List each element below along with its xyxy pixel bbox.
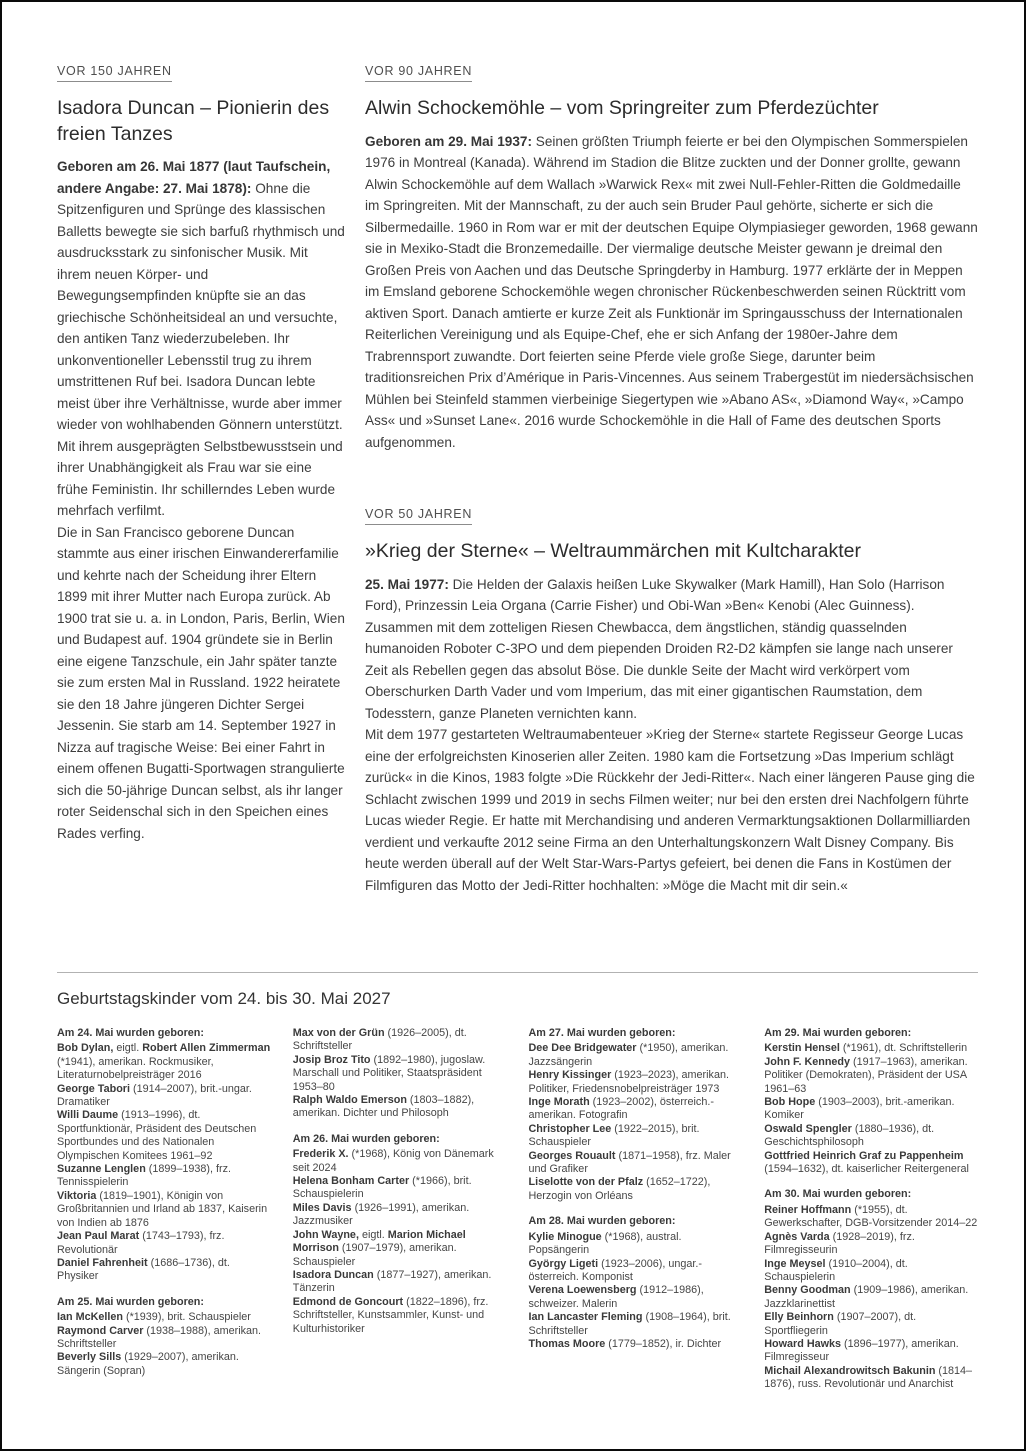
person-detail: (1926–2005), dt. Schriftsteller xyxy=(292,1027,467,1053)
person-name: Helena Bonham Carter xyxy=(292,1175,410,1188)
article-krieg-der-sterne xyxy=(365,505,978,896)
person-detail: (*1968), König von Dänemark seit 2024 xyxy=(292,1148,494,1174)
birthday-entry xyxy=(529,1258,743,1285)
birthday-entry xyxy=(293,1269,507,1296)
person-detail: (1652–1722), Herzogin von Orléans xyxy=(528,1176,711,1202)
birthday-entry xyxy=(764,1150,978,1177)
birthday-entry xyxy=(293,1054,507,1094)
birthday-entry xyxy=(57,1163,271,1190)
birthday-entry xyxy=(293,1175,507,1202)
birthday-column xyxy=(293,1027,507,1392)
person-name: Edmond de Goncourt xyxy=(292,1295,404,1308)
person-detail: (1928–2019), frz. Filmregisseurin xyxy=(764,1230,915,1257)
person-name: Jean Paul Marat xyxy=(57,1230,140,1243)
person-name: Benny Goodman xyxy=(764,1284,851,1297)
person-name: Christopher Lee xyxy=(528,1122,612,1135)
birthday-entry xyxy=(764,1123,978,1150)
kicker-vor-150-jahren: VOR 150 JAHREN xyxy=(57,64,172,82)
birthday-date-heading: Am 28. Mai wurden geboren: xyxy=(528,1215,676,1228)
person-detail: (1923–2023), amerikan. Politiker, Friedensnobelpreisträger 1973 xyxy=(528,1069,729,1095)
person-detail: (*1950), amerikan. Jazzsängerin xyxy=(528,1042,729,1068)
birthday-entry xyxy=(57,1109,271,1163)
article-title: Isadora Duncan – Pionierin des freien Tanzes xyxy=(57,97,330,145)
birthday-entry xyxy=(293,1027,507,1054)
birthdays-section xyxy=(57,972,978,1392)
birthday-entry xyxy=(529,1042,743,1069)
person-name: Beverly Sills xyxy=(57,1351,122,1364)
birthday-entry xyxy=(764,1284,978,1311)
birthday-entry xyxy=(529,1311,743,1338)
birthday-entry xyxy=(57,1325,271,1352)
article-paragraph: Die in San Francisco geborene Duncan stammte aus einer irischen Einwandererfamilie und kehrte nach der Scheidung ihrer Eltern 1899 mit ihrer Mutter nach Europa zurück. Ab 1900 trat sie u. a. in London, Paris, Berlin, Wien und Budapest auf. 1904 gründete sie in Berlin eine eigene Tanzschule, ein Jahr später tanzte sie zum ersten Mal in Russland. 1922 heiratete sie den 18 Jahre jüngeren Dichter Sergei Jessenin. Sie starb am 14. September 1927 in Nizza auf tragische Weise: Bei einer Fahrt in einem offenen Bugatti-Sportwagen strangulierte sich die 50-jährige Duncan selbst, als ihr langer roter Seidenschal sich in den Speichen eines Rades verfing. xyxy=(57,524,345,841)
left-column xyxy=(57,62,345,844)
person-detail: (1819–1901), Königin von Großbritannien und Irland ab 1837, Kaiserin von Indien ab 1876 xyxy=(57,1189,268,1229)
person-detail: (1814–1876), russ. Revolutionär und Anarchist xyxy=(764,1364,973,1391)
person-name: Bob Hope xyxy=(764,1096,816,1109)
birthday-entry xyxy=(529,1150,743,1177)
birthday-entry xyxy=(764,1042,978,1055)
person-name: Elly Beinhorn xyxy=(764,1311,834,1324)
person-detail: (*1961), dt. Schriftstellerin xyxy=(839,1042,968,1055)
person-detail: (1938–1988), amerikan. Schriftsteller xyxy=(57,1324,262,1350)
person-detail: (1822–1896), frz. Schriftsteller, Kunstsammler, Kunst- und Kulturhistoriker xyxy=(292,1295,489,1335)
birthday-entry xyxy=(529,1231,743,1258)
person-name: Thomas Moore xyxy=(528,1337,606,1350)
person-name: Daniel Fahrenheit xyxy=(57,1256,148,1269)
person-detail: (1909–1986), amerikan. Jazzklarinettist xyxy=(764,1284,969,1310)
birthday-entry xyxy=(293,1094,507,1121)
person-name: Viktoria xyxy=(57,1189,97,1202)
birthday-column xyxy=(529,1027,743,1392)
article-lead: Geboren am 29. Mai 1937: xyxy=(365,133,536,149)
birthday-entry xyxy=(764,1056,978,1096)
person-name: Josip Broz Tito xyxy=(292,1053,371,1066)
person-detail: (1686–1736), dt. Physiker xyxy=(57,1256,230,1283)
person-name: John Wayne, xyxy=(292,1228,359,1241)
person-detail: (1899–1938), frz. Tennisspielerin xyxy=(57,1163,232,1189)
birthday-column xyxy=(57,1027,271,1392)
person-detail: (1896–1977), amerikan. Filmregisseur xyxy=(764,1337,959,1364)
birthday-entry xyxy=(764,1204,978,1231)
birthday-entry xyxy=(764,1231,978,1258)
person-name: Ralph Waldo Emerson xyxy=(292,1094,407,1107)
article-lead: 25. Mai 1977: xyxy=(365,576,453,592)
kicker-vor-50-jahren: VOR 50 JAHREN xyxy=(365,507,472,525)
person-detail: (1892–1980), jugoslaw. Marschall und Politiker, Staatspräsident 1953–80 xyxy=(292,1053,486,1093)
person-name: Kerstin Hensel xyxy=(764,1042,840,1055)
birthday-entry xyxy=(57,1230,271,1257)
person-name: Bob Dylan, xyxy=(57,1042,114,1055)
right-column xyxy=(365,62,978,896)
person-detail: (1908–1964), brit. Schriftsteller xyxy=(528,1311,731,1337)
article-paragraph: Geboren am 29. Mai 1937: Seinen größten Triumph feierte er bei den Olympischen Sommerspielen 1976 in Montreal (Kanada). Während im Stadion die Blitze zuckten und der Donner grollte, gewann Alwin Schockemöhle auf dem Wallach »Warwick Rex« mit zwei Null-Fehler-Ritten die Goldmedaille im Springreiten. Mit der Mannschaft, zu der auch sein Bruder Paul gehörte, sicherte er sich die Silbermedaille. 1960 in Rom war er mit der deutschen Equipe Olympiasieger geworden, 1968 gewann sie in Mexiko-Stadt die Bronzemedaille. Der viermalige deutsche Meister gewann je dreimal den Großen Preis von Aachen und das Deutsche Springderby in Hamburg. 1977 erklärte der in Meppen im Emsland geborene Schockemöhle wegen chronischer Rückenbeschwerden seinen Rücktritt vom aktiven Sport. Danach amtierte er kurze Zeit als Funktionär im Springausschuss der Internationalen Reiterlichen Vereinigung und als Equipe-Chef, ehe er sich Anfang der 1980er-Jahre dem Trabrennsport zuwandte. Dort feierten seine Pferde viele große Siege, darunter beim traditionsreichen Prix d’Amérique in Paris-Vincennes. Aus seinem Trabergestüt im niedersächsischen Mühlen bei Steinfeld stammen vierbeinige Siegertypen wie »Abano AS«, »Diamond Way«, »Campo Ass« und »Sunset Lane«. 2016 wurde Schockemöhle in die Hall of Fame des deutschen Sports aufgenommen. xyxy=(365,133,978,450)
birthday-entry xyxy=(293,1202,507,1229)
article-paragraph: 25. Mai 1977: Die Helden der Galaxis heißen Luke Skywalker (Mark Hamill), Han Solo (Harrison Ford), Prinzessin Leia Organa (Carrie Fisher) und Obi-Wan »Ben« Kenobi (Alec Guinness). Zusammen mit dem zotteligen Riesen Chewbacca, dem ängstlichen, ständig quasselnden humanoiden Roboter C-3PO und dem piependen Droiden R2-D2 kämpfen sie lange nach unserer Zeit als Rebellen gegen das absolut Böse. Die dunkle Seite der Macht wird verkörpert vom Oberschurken Darth Vader und vom Imperium, das mit einer gigantischen Raumstation, dem Todesstern, ganze Planeten vernichten kann. xyxy=(365,576,953,721)
article-paragraph: Geboren am 26. Mai 1877 (laut Taufschein, andere Angabe: 27. Mai 1878): Ohne die Spitzenfiguren und Sprünge des klassischen Balletts bewegte sie sich barfuß rhythmisch und ausdrucksstark zu sinfonischer Musik. Mit ihrem neuen Körper- und Bewegungsempfinden knüpfte sie an das griechische Schönheitsideal an und versuchte, den antiken Tanz wiederzubeleben. Ihr unkonventioneller Lebensstil trug zu ihrem umstrittenen Ruf bei. Isadora Duncan lebte meist über ihre Verhältnisse, wurde aber immer wieder von wohlhabenden Gönnern unterstützt. Mit ihrem ausgeprägten Selbstbewusstsein und ihrer Unabhängigkeit als Frau war sie eine frühe Feministin. Ihr schillerndes Leben wurde mehrfach verfilmt. xyxy=(57,159,345,518)
article-lead: Geboren am 26. Mai 1877 (laut Taufschein, andere Angabe: 27. Mai 1878): xyxy=(57,159,331,196)
birthday-date-heading: Am 24. Mai wurden geboren: xyxy=(57,1027,204,1039)
birthday-entry xyxy=(529,1069,743,1096)
person-detail: (1594–1632), dt. kaiserlicher Reitergeneral xyxy=(764,1163,969,1176)
person-detail: (*1939), brit. Schauspieler xyxy=(123,1311,251,1324)
person-detail: (1914–2007), brit.-ungar. Dramatiker xyxy=(57,1082,252,1109)
person-detail: (1743–1793), frz. Revolutionär xyxy=(57,1230,225,1256)
person-name: György Ligeti xyxy=(528,1257,599,1270)
person-detail: (1926–1991), amerikan. Jazzmusiker xyxy=(292,1201,470,1228)
person-name: Suzanne Lenglen xyxy=(57,1163,146,1176)
birthday-column xyxy=(764,1027,978,1392)
article-body xyxy=(365,574,978,897)
article-body xyxy=(57,156,345,844)
birthday-entry xyxy=(57,1311,271,1324)
person-detail: (1910–2004), dt. Schauspielerin xyxy=(764,1257,908,1283)
person-detail: (1923–2006), ungar.-österreich. Komponist xyxy=(528,1257,702,1283)
birthday-columns xyxy=(57,1027,978,1392)
person-name: Oswald Spengler xyxy=(764,1122,852,1135)
person-detail: eigtl. xyxy=(358,1228,388,1241)
birthday-entry xyxy=(529,1096,743,1123)
birthday-entry xyxy=(293,1229,507,1269)
person-detail: (1922–2015), brit. Schauspieler xyxy=(528,1122,700,1149)
birthday-date-heading: Am 30. Mai wurden geboren: xyxy=(764,1188,912,1201)
person-name: Liselotte von der Pfalz xyxy=(528,1176,644,1189)
person-name: Verena Loewensberg xyxy=(528,1284,637,1297)
birthdays-title: Geburtstagskinder vom 24. bis 30. Mai 2027 xyxy=(57,989,391,1008)
person-name: Gottfried Heinrich Graf zu Pappenheim xyxy=(764,1149,964,1162)
kicker-vor-90-jahren: VOR 90 JAHREN xyxy=(365,64,472,82)
person-detail: (*1955), dt. Gewerkschafter, DGB-Vorsitzender 2014–22 xyxy=(764,1203,978,1230)
person-detail: (1903–2003), brit.-amerikan. Komiker xyxy=(764,1096,955,1122)
person-name: Dee Dee Bridgewater xyxy=(528,1042,637,1055)
person-name: Max von der Grün xyxy=(292,1027,385,1039)
person-name: Willi Daume xyxy=(57,1109,119,1122)
birthday-entry xyxy=(57,1083,271,1110)
person-name: Inge Meysel xyxy=(764,1257,826,1270)
article-alwin-schockemoehle xyxy=(365,62,978,453)
person-name: Reiner Hoffmann xyxy=(764,1203,852,1216)
person-detail: (1912–1986), schweizer. Malerin xyxy=(528,1284,704,1310)
birthday-entry xyxy=(764,1096,978,1123)
birthday-entry xyxy=(529,1123,743,1150)
article-isadora-duncan xyxy=(57,62,345,844)
person-name: Miles Davis xyxy=(292,1201,352,1214)
person-detail: (1913–1996), dt. Sportfunktionär, Präsident des Deutschen Sportbundes und des Nationalen Olympischen Komitees 1961–92 xyxy=(57,1109,257,1162)
person-name: Henry Kissinger xyxy=(528,1069,612,1082)
birthday-entry xyxy=(764,1258,978,1285)
birthday-entry xyxy=(57,1351,271,1378)
person-detail: (*1941), amerikan. Rockmusiker, Literaturnobelpreisträger 2016 xyxy=(57,1055,214,1082)
person-detail: eigtl. xyxy=(113,1042,143,1055)
person-detail: (1929–2007), amerikan. Sängerin (Sopran) xyxy=(57,1351,239,1377)
person-name: Marion Michael Morrison xyxy=(292,1228,466,1255)
person-detail: (1877–1927), amerikan. Tänzerin xyxy=(292,1268,492,1295)
person-name: Frederik X. xyxy=(292,1148,349,1161)
article-paragraph: Mit dem 1977 gestarteten Weltraumabenteuer »Krieg der Sterne« startete Regisseur George Lucas eine der erfolgreichsten Kinoserien aller Zeiten. 1980 kam die Fortsetzung »Das Imperium schlägt zurück« in die Kinos, 1983 folgte »Die Rückkehr der Jedi-Ritter«. Nach einer längeren Pause ging die Schlacht zwischen 1999 und 2019 in sechs Filmen weiter; nur bei den ersten drei Nachfolgern führte Lucas wieder Regie. Er hatte mit Merchandising und anderen Vermarktungsaktionen Dollarmilliarden verdient und verkaufte 2012 seine Firma an den Unterhaltungskonzern Walt Disney Company. Bis heute werden überall auf der Welt Star-Wars-Partys gefeiert, bei denen die Fans in Kostümen der Filmfiguren das Motto der Jedi-Ritter hochhalten: »Möge die Macht mit dir sein.« xyxy=(365,727,975,893)
article-body xyxy=(365,131,978,454)
article-title: »Krieg der Sterne« – Weltraummärchen mit Kultcharakter xyxy=(365,540,862,562)
person-name: George Tabori xyxy=(57,1082,130,1095)
birthday-entry xyxy=(293,1148,507,1175)
person-detail: (*1968), austral. Popsängerin xyxy=(528,1230,682,1257)
person-name: Isadora Duncan xyxy=(292,1268,374,1281)
birthday-entry xyxy=(529,1284,743,1311)
person-detail: (1923–2002), österreich.-amerikan. Fotografin xyxy=(528,1096,714,1122)
person-detail: (1907–2007), dt. Sportfliegerin xyxy=(764,1311,917,1337)
article-title: Alwin Schockemöhle – vom Springreiter zum Pferdezüchter xyxy=(365,97,879,119)
birthday-entry xyxy=(293,1296,507,1336)
person-detail: (1880–1936), dt. Geschichtsphilosoph xyxy=(764,1122,935,1149)
birthday-entry xyxy=(57,1190,271,1230)
person-name: John F. Kennedy xyxy=(764,1055,851,1068)
person-detail: (*1966), brit. Schauspielerin xyxy=(292,1175,472,1201)
person-detail: (1871–1958), frz. Maler und Grafiker xyxy=(528,1149,731,1176)
birthday-date-heading: Am 29. Mai wurden geboren: xyxy=(764,1027,912,1039)
birthday-date-heading: Am 25. Mai wurden geboren: xyxy=(57,1295,204,1308)
person-name: Agnès Varda xyxy=(764,1230,830,1243)
person-name: Georges Rouault xyxy=(528,1149,616,1162)
person-name: Raymond Carver xyxy=(57,1324,144,1337)
person-detail: (1917–1963), amerikan. Politiker (Demokraten), Präsident der USA 1961–63 xyxy=(764,1055,968,1095)
person-name: Inge Morath xyxy=(528,1096,590,1109)
person-detail: (1907–1979), amerikan. Schauspieler xyxy=(292,1242,457,1268)
birthday-entry xyxy=(57,1257,271,1284)
person-name: Kylie Minogue xyxy=(528,1230,602,1243)
birthday-entry xyxy=(764,1311,978,1338)
person-detail: (1779–1852), ir. Dichter xyxy=(605,1337,722,1350)
birthday-entry xyxy=(764,1338,978,1365)
person-name: Robert Allen Zimmerman xyxy=(142,1042,271,1055)
birthday-entry xyxy=(529,1338,743,1351)
birthday-entry xyxy=(57,1042,271,1082)
birthday-date-heading: Am 27. Mai wurden geboren: xyxy=(528,1027,676,1039)
birthday-entry xyxy=(764,1365,978,1392)
person-detail: (1803–1882), amerikan. Dichter und Philosoph xyxy=(292,1094,475,1120)
person-name: Ian Lancaster Fleming xyxy=(528,1311,643,1324)
person-name: Ian McKellen xyxy=(57,1311,123,1324)
person-name: Michail Alexandrowitsch Bakunin xyxy=(764,1364,936,1377)
birthday-date-heading: Am 26. Mai wurden geboren: xyxy=(292,1132,440,1145)
birthday-entry xyxy=(529,1176,743,1203)
person-name: Howard Hawks xyxy=(764,1337,842,1350)
